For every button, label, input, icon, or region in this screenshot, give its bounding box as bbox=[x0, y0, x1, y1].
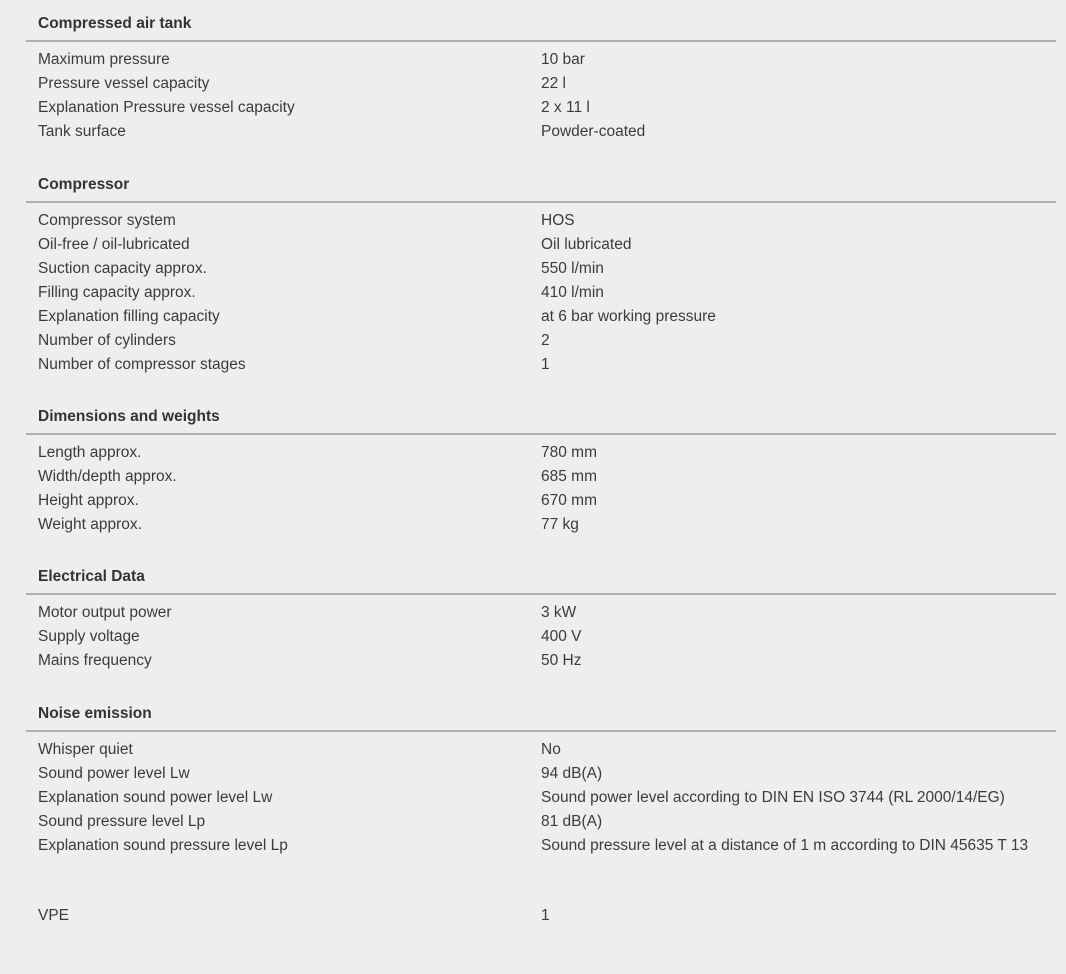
spec-value: 685 mm bbox=[541, 468, 597, 485]
spec-row bbox=[26, 738, 1056, 762]
spec-label: Oil-free / oil-lubricated bbox=[38, 236, 190, 253]
spec-row bbox=[26, 649, 1056, 673]
spec-row bbox=[26, 786, 1056, 810]
spec-label: Supply voltage bbox=[38, 628, 140, 645]
spec-row bbox=[26, 513, 1056, 537]
spec-row bbox=[26, 120, 1056, 144]
section-title: Compressor bbox=[38, 176, 130, 193]
spec-row bbox=[26, 625, 1056, 649]
spec-value: 410 l/min bbox=[541, 284, 604, 301]
spec-label: Whisper quiet bbox=[38, 741, 133, 758]
section-divider bbox=[26, 730, 1056, 732]
spec-label: Maximum pressure bbox=[38, 51, 170, 68]
spec-label: Explanation sound power level Lw bbox=[38, 789, 273, 806]
section-electrical-data bbox=[26, 566, 1056, 673]
section-title: Compressed air tank bbox=[38, 15, 192, 32]
spec-label: Weight approx. bbox=[38, 516, 142, 533]
spec-value: Oil lubricated bbox=[541, 236, 632, 253]
spec-value: 550 l/min bbox=[541, 260, 604, 277]
spec-value: 81 dB(A) bbox=[541, 813, 603, 830]
section-title: Dimensions and weights bbox=[38, 408, 220, 425]
spec-label: Explanation Pressure vessel capacity bbox=[38, 99, 295, 116]
spec-label: Filling capacity approx. bbox=[38, 284, 196, 301]
spec-value: Powder-coated bbox=[541, 123, 646, 140]
spec-row bbox=[26, 96, 1056, 120]
spec-row bbox=[26, 48, 1056, 72]
spec-label: Number of compressor stages bbox=[38, 356, 246, 373]
vpe-row-wrapper bbox=[26, 904, 1056, 928]
spec-label: Sound pressure level Lp bbox=[38, 813, 206, 830]
spec-value: 77 kg bbox=[541, 516, 579, 533]
spec-row bbox=[26, 329, 1056, 353]
spec-label: Length approx. bbox=[38, 444, 142, 461]
spec-label: Motor output power bbox=[38, 604, 172, 621]
section-divider bbox=[26, 40, 1056, 42]
section-compressed-air-tank bbox=[26, 13, 1056, 144]
section-compressor bbox=[26, 174, 1056, 377]
spec-value: 2 x 11 l bbox=[541, 99, 590, 116]
spec-label: Number of cylinders bbox=[38, 332, 176, 349]
spec-label: Mains frequency bbox=[38, 652, 152, 669]
spec-value: 2 bbox=[541, 332, 550, 349]
spec-value: 670 mm bbox=[541, 492, 597, 509]
spec-value: at 6 bar working pressure bbox=[541, 308, 716, 325]
section-title: Noise emission bbox=[38, 705, 152, 722]
spec-row bbox=[26, 233, 1056, 257]
spec-row bbox=[26, 441, 1056, 465]
spec-row bbox=[26, 762, 1056, 786]
section-title: Electrical Data bbox=[38, 568, 145, 585]
spec-row bbox=[26, 601, 1056, 625]
spec-row bbox=[26, 281, 1056, 305]
section-dimensions-and-weights bbox=[26, 406, 1056, 537]
spec-row bbox=[26, 489, 1056, 513]
spec-value: Sound pressure level at a distance of 1 m according to DIN 45635 T 13 bbox=[541, 837, 1029, 854]
spec-value: 94 dB(A) bbox=[541, 765, 603, 782]
spec-value: 22 l bbox=[541, 75, 566, 92]
spec-label: Height approx. bbox=[38, 492, 139, 509]
spec-row bbox=[26, 209, 1056, 233]
spec-row bbox=[26, 810, 1056, 834]
spec-row bbox=[26, 72, 1056, 96]
section-noise-emission bbox=[26, 703, 1056, 858]
spec-value: 400 V bbox=[541, 628, 582, 645]
spec-label: Sound power level Lw bbox=[38, 765, 190, 782]
spec-value: 3 kW bbox=[541, 604, 577, 621]
spec-label: Pressure vessel capacity bbox=[38, 75, 210, 92]
spec-label: Suction capacity approx. bbox=[38, 260, 207, 277]
section-divider bbox=[26, 593, 1056, 595]
spec-value: 10 bar bbox=[541, 51, 585, 68]
spec-label: Width/depth approx. bbox=[38, 468, 177, 485]
spec-value: 780 mm bbox=[541, 444, 597, 461]
spec-value: HOS bbox=[541, 212, 575, 229]
spec-label: VPE bbox=[38, 907, 70, 924]
spec-value: 50 Hz bbox=[541, 652, 582, 669]
spec-label: Explanation sound pressure level Lp bbox=[38, 837, 288, 854]
spec-value: Sound power level according to DIN EN ISO 3744 (RL 2000/14/EG) bbox=[541, 789, 1005, 806]
section-divider bbox=[26, 201, 1056, 203]
spec-label: Tank surface bbox=[38, 123, 126, 140]
spec-row bbox=[26, 834, 1056, 858]
spec-row bbox=[26, 305, 1056, 329]
spec-label: Explanation filling capacity bbox=[38, 308, 220, 325]
section-divider bbox=[26, 433, 1056, 435]
spec-row bbox=[26, 353, 1056, 377]
spec-value: 1 bbox=[541, 907, 550, 924]
spec-label: Compressor system bbox=[38, 212, 176, 229]
spec-value: No bbox=[541, 741, 561, 758]
spec-value: 1 bbox=[541, 356, 550, 373]
spec-row bbox=[26, 465, 1056, 489]
spec-row bbox=[26, 257, 1056, 281]
spec-row-vpe bbox=[26, 904, 1056, 928]
